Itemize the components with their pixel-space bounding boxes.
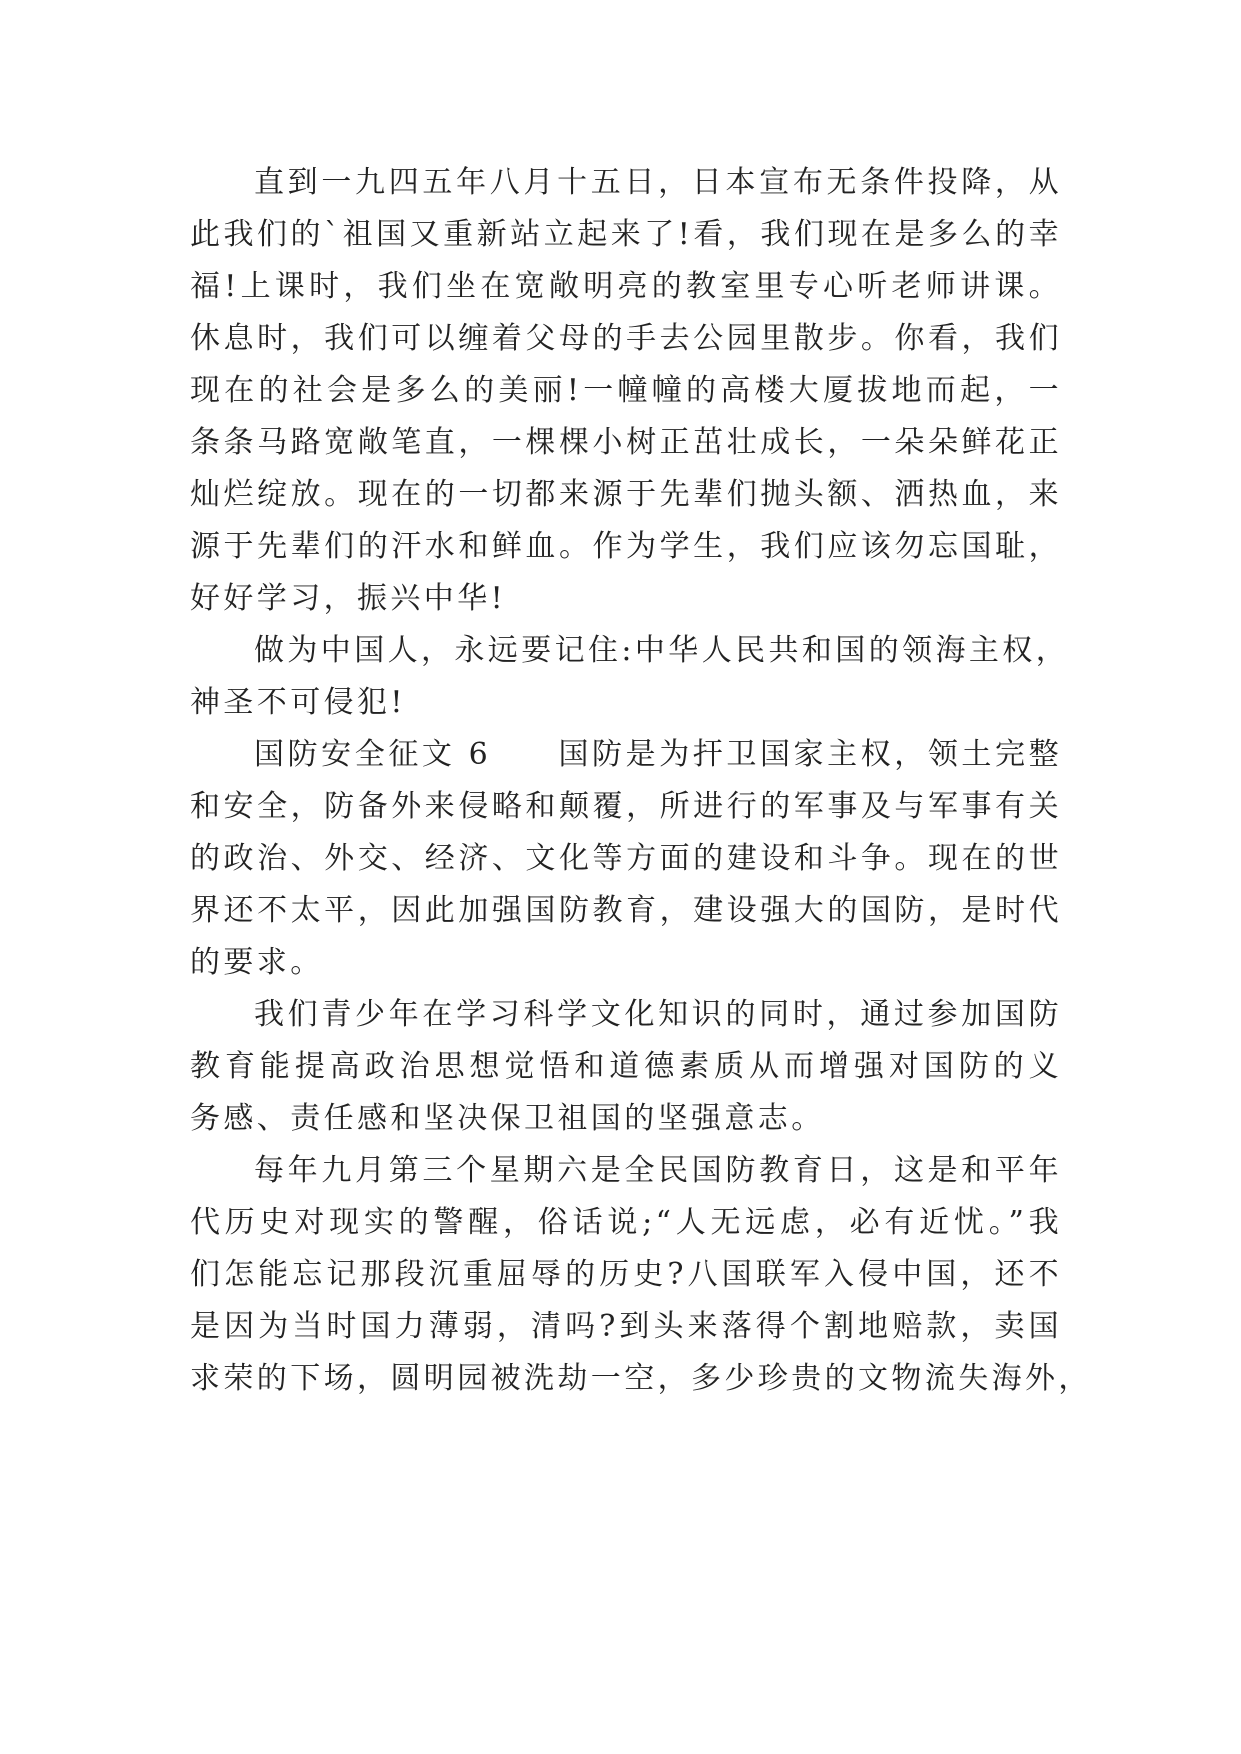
- text-line: 的政治、外交、经济、文化等方面的建设和斗争。现在的世: [190, 841, 1062, 876]
- paragraph-2: [190, 625, 1070, 729]
- text-line: 的要求。: [190, 945, 324, 980]
- paragraph-1: [190, 157, 1062, 625]
- text-line: 教育能提高政治思想觉悟和道德素质从而增强对国防的义: [190, 1049, 1062, 1084]
- text-line: 界还不太平，因此加强国防教育，建设强大的国防，是时代: [190, 893, 1062, 928]
- document-body: [190, 157, 1092, 1405]
- text-line: 我们青少年在学习科学文化知识的同时，通过参加国防: [254, 997, 1062, 1032]
- text-line: 代历史对现实的警醒，俗话说;“人无远虑，必有近忧。”我: [190, 1205, 1062, 1240]
- paragraph-3: [190, 729, 1062, 989]
- text-line: 源于先辈们的汗水和鲜血。作为学生，我们应该勿忘国耻，: [190, 529, 1062, 564]
- text-line: 神圣不可侵犯!: [190, 685, 406, 720]
- text-line: 现在的社会是多么的美丽!一幢幢的高楼大厦拔地而起，一: [190, 373, 1062, 408]
- paragraph-4: [190, 989, 1062, 1145]
- text-line: 和安全，防备外来侵略和颠覆，所进行的军事及与军事有关: [190, 789, 1062, 824]
- text-line: 求荣的下场，圆明园被洗劫一空，多少珍贵的文物流失海外，: [190, 1361, 1092, 1396]
- text-line: 做为中国人，永远要记住:中华人民共和国的领海主权，: [254, 633, 1070, 668]
- text-line: 是因为当时国力薄弱，清吗?到头来落得个割地赔款，卖国: [190, 1309, 1062, 1344]
- text-line: 们怎能忘记那段沉重屈辱的历史?八国联军入侵中国，还不: [190, 1257, 1062, 1292]
- text-line: 直到一九四五年八月十五日，日本宣布无条件投降，从: [254, 165, 1062, 200]
- text-line: 务感、责任感和坚决保卫祖国的坚强意志。: [190, 1101, 825, 1136]
- text-line: 条条马路宽敞笔直，一棵棵小树正茁壮成长，一朵朵鲜花正: [190, 425, 1062, 460]
- paragraph-5: [190, 1145, 1092, 1405]
- text-line: 国防安全征文 6 国防是为扞卫国家主权，领土完整: [254, 737, 1062, 772]
- text-line: 此我们的`祖国又重新站立起来了!看，我们现在是多么的幸: [190, 217, 1062, 252]
- text-line: 休息时，我们可以缠着父母的手去公园里散步。你看，我们: [190, 321, 1062, 356]
- text-line: 每年九月第三个星期六是全民国防教育日，这是和平年: [254, 1153, 1062, 1188]
- text-line: 福!上课时，我们坐在宽敞明亮的教室里专心听老师讲课。: [190, 269, 1062, 304]
- text-line: 灿烂绽放。现在的一切都来源于先辈们抛头额、洒热血，来: [190, 477, 1062, 512]
- text-line: 好好学习，振兴中华!: [190, 581, 507, 616]
